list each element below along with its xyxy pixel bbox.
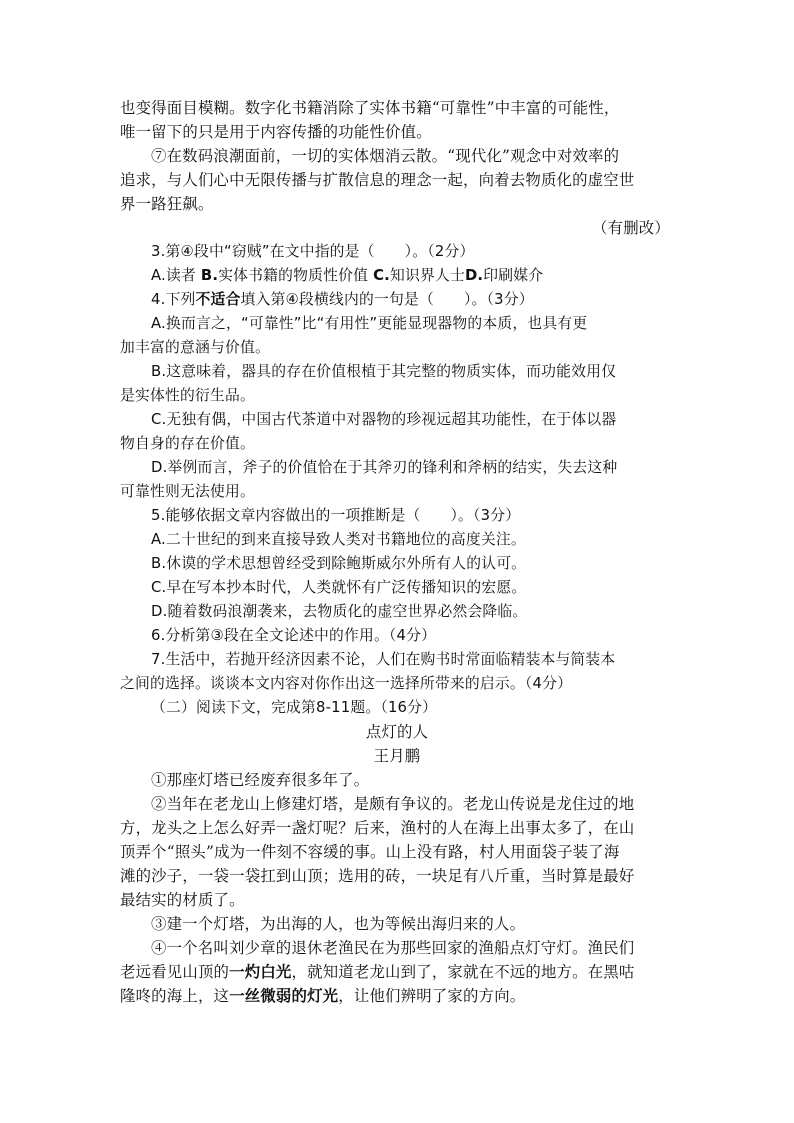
section2-paragraph-1: ①那座灯塔已经废弃很多年了。 bbox=[151, 771, 370, 789]
q4-stem-suffix: 填入第④段横线内的一句是（ ）。（3分） bbox=[240, 291, 534, 308]
question-3-stem: 3.第④段中“窃贼”在文中指的是（ ）。（2分） bbox=[151, 243, 475, 260]
q4-option-d-line-1: D.举例而言，斧子的价值恰在于其斧刃的锋利和斧柄的结实，失去这种 bbox=[151, 459, 618, 476]
source-note: （有删改） bbox=[592, 219, 670, 237]
question-3-options bbox=[151, 264, 543, 288]
p4-line-3-prefix: 隆咚的海上，这 bbox=[120, 987, 230, 1005]
q5-option-d: D.随着数码浪潮袭来，去物质化的虚空世界必然会降临。 bbox=[151, 603, 528, 620]
article-author: 王月鹏 bbox=[373, 747, 421, 765]
paragraph-7-line-2: 追求，与人们心中无限传播与扩散信息的理念一起，向着去物质化的虚空世 bbox=[120, 171, 635, 189]
q4-option-c-line-2: 物自身的存在价值。 bbox=[120, 435, 255, 452]
section2-paragraph-3: ③建一个灯塔，为出海的人，也为等候出海归来的人。 bbox=[151, 915, 526, 933]
q4-option-b-line-1: B.这意味着，器具的存在价值根植于其完整的物质实体，而功能效用仅 bbox=[151, 363, 617, 380]
question-4-stem bbox=[151, 288, 534, 312]
question-5-stem: 5.能够依据文章内容做出的一项推断是（ ）。（3分） bbox=[151, 507, 521, 524]
q3-option-d-text: 印刷媒介 bbox=[483, 267, 544, 284]
p4-line-2-suffix: ，就知道老龙山到了，家就在不远的地方。在黑咕 bbox=[291, 963, 635, 981]
section2-paragraph-2-line-2: 方，龙头之上怎么好弄一盏灯呢？后来，渔村的人在海上出事太多了，在山 bbox=[120, 819, 635, 837]
p4-line-3-suffix: ，让他们辨明了家的方向。 bbox=[338, 987, 526, 1005]
q5-option-b: B.休谟的学术思想曾经受到除鲍斯威尔外所有人的认可。 bbox=[151, 555, 527, 572]
q4-stem-prefix: 4.下列 bbox=[151, 291, 196, 308]
section2-paragraph-4-line-2 bbox=[120, 960, 635, 984]
q3-option-b-text: 实体书籍的物质性价值 bbox=[218, 267, 374, 284]
question-7-line-1: 7.生活中，若抛开经济因素不论，人们在购书时常面临精装本与简装本 bbox=[151, 651, 616, 668]
section2-paragraph-2-line-4: 滩的沙子，一袋一袋扛到山顶；选用的砖，一块足有八斤重，当时算是最好 bbox=[120, 867, 635, 885]
question-7-line-2: 之间的选择。谈谈本文内容对你作出这一选择所带来的启示。（4分） bbox=[120, 675, 573, 692]
p4-emphasis-white-light: 一灼白光 bbox=[229, 963, 292, 981]
q4-option-a-line-2: 加丰富的意涵与价值。 bbox=[120, 339, 270, 356]
q3-option-c-label: C. bbox=[373, 267, 390, 284]
q4-option-d-line-2: 可靠性则无法使用。 bbox=[120, 483, 255, 500]
paragraph-7-line-1: ⑦在数码浪潮面前，一切的实体烟消云散。“现代化”观念中对效率的 bbox=[151, 147, 620, 165]
q5-option-a: A.二十世纪的到来直接导致人类对书籍地位的高度关注。 bbox=[151, 531, 526, 548]
question-6: 6.分析第③段在全文论述中的作用。（4分） bbox=[151, 627, 437, 644]
q3-option-c-text: 知识界人士 bbox=[389, 267, 465, 284]
q4-option-b-line-2: 是实体性的衍生品。 bbox=[120, 387, 255, 404]
q4-option-a-line-1: A.换而言之，“可靠性”比“有用性”更能显现器物的本质，也具有更 bbox=[151, 315, 588, 332]
q3-option-a: A.读者 bbox=[151, 267, 201, 284]
q4-stem-emphasis: 不适合 bbox=[195, 291, 241, 308]
section2-paragraph-4-line-1: ④一个名叫刘少章的退休老渔民在为那些回家的渔船点灯守灯。渔民们 bbox=[151, 939, 635, 957]
section2-paragraph-2-line-1: ②当年在老龙山上修建灯塔，是颇有争议的。老龙山传说是龙住过的地 bbox=[151, 795, 635, 813]
p4-emphasis-faint-light: 一丝微弱的灯光 bbox=[229, 987, 339, 1005]
section2-paragraph-4-line-3 bbox=[120, 984, 525, 1008]
section2-paragraph-2-line-3: 顶弄个“照头”成为一件刻不容缓的事。山上没有路，村人用面袋子装了海 bbox=[120, 843, 620, 861]
article-title: 点灯的人 bbox=[365, 723, 429, 741]
q5-option-c: C.早在写本抄本时代，人类就怀有广泛传播知识的宏愿。 bbox=[151, 579, 527, 596]
q4-option-c-line-1: C.无独有偶，中国古代茶道中对器物的珍视远超其功能性，在于体以器 bbox=[151, 411, 617, 428]
section-2-heading: （二）阅读下文，完成第8-11题。（16分） bbox=[151, 699, 438, 716]
q3-option-b-label: B. bbox=[200, 267, 219, 284]
paragraph-7-line-3: 界一路狂飙。 bbox=[120, 195, 214, 213]
q3-option-d-label: D. bbox=[464, 267, 484, 284]
paragraph-6-line-1: 也变得面目模糊。数字化书籍消除了实体书籍“可靠性”中丰富的可能性， bbox=[120, 99, 620, 117]
section2-paragraph-2-line-5: 最结实的材质了。 bbox=[120, 891, 245, 909]
paragraph-6-line-2: 唯一留下的只是用于内容传播的功能性价值。 bbox=[120, 123, 432, 141]
p4-line-2-prefix: 老远看见山顶的 bbox=[120, 963, 230, 981]
